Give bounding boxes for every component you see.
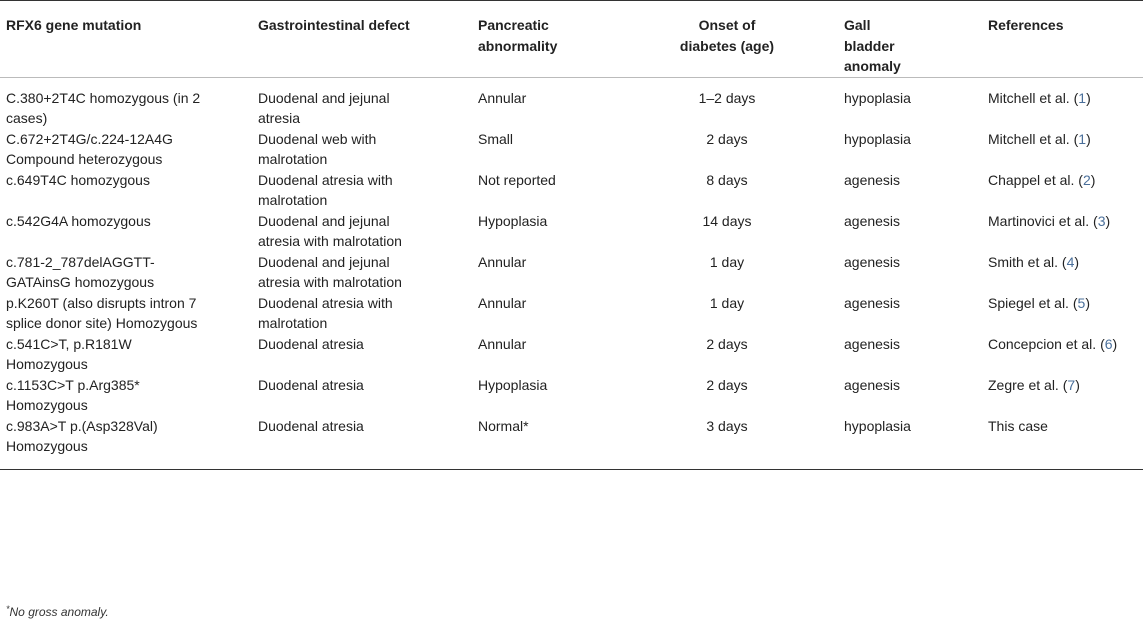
cell-pancreatic: Annular	[478, 294, 527, 311]
footnote-text: No gross anomaly.	[9, 605, 109, 619]
reference-link[interactable]: 7	[1067, 376, 1076, 393]
table-row	[0, 129, 1143, 170]
cell-gallbladder: hypoplasia	[844, 417, 911, 434]
cell-gi-defect: Duodenal atresia with malrotation	[258, 294, 393, 331]
cell-pancreatic: Not reported	[478, 171, 556, 188]
table-row	[0, 77, 1143, 129]
cell-mutation: C.672+2T4G/c.224-12A4G Compound heterozygous	[6, 130, 173, 167]
cell-pancreatic: Hypoplasia	[478, 376, 548, 393]
table-row	[0, 375, 1143, 416]
reference-link[interactable]: 5	[1077, 294, 1086, 311]
cell-pancreatic: Normal*	[478, 417, 529, 434]
header-gi-defect: Gastrointestinal defect	[258, 17, 410, 33]
cell-mutation: c.649T4C homozygous	[6, 171, 150, 188]
cell-mutation: c.1153C>T p.Arg385* Homozygous	[6, 376, 140, 413]
cell-mutation: c.781-2_787delAGGTT-GATAinsG homozygous	[6, 253, 155, 290]
footnote-marker: *	[6, 604, 10, 614]
cell-gallbladder: agenesis	[844, 335, 901, 352]
cell-onset: 3 days	[706, 417, 748, 434]
table-row	[0, 293, 1143, 334]
cell-onset: 1 day	[709, 253, 745, 270]
cell-gi-defect: Duodenal web with malrotation	[258, 130, 377, 167]
reference-link[interactable]: 4	[1066, 253, 1075, 270]
cell-mutation: C.380+2T4C homozygous (in 2 cases)	[6, 89, 201, 126]
cell-onset: 2 days	[706, 130, 748, 147]
cell-mutation: p.K260T (also disrupts intron 7 splice donor site) Homozygous	[6, 294, 198, 331]
cell-onset: 1 day	[709, 294, 745, 311]
cell-gallbladder: agenesis	[844, 171, 901, 188]
table-row	[0, 252, 1143, 293]
cell-gi-defect: Duodenal and jejunal atresia with malrotation	[258, 253, 402, 290]
cell-reference: Zegre et al. (7)	[988, 376, 1080, 393]
cell-gi-defect: Duodenal and jejunal atresia with malrotation	[258, 212, 402, 249]
cell-pancreatic: Annular	[478, 89, 527, 106]
header-pancreatic: Pancreatic abnormality	[478, 17, 558, 54]
cell-gi-defect: Duodenal atresia	[258, 417, 364, 434]
table-footnote	[6, 604, 109, 620]
reference-link[interactable]: 1	[1078, 130, 1087, 147]
cell-mutation: c.983A>T p.(Asp328Val) Homozygous	[6, 417, 158, 454]
cell-mutation: c.541C>T, p.R181W Homozygous	[6, 335, 132, 372]
reference-text: Martinovici et al.	[988, 212, 1090, 229]
cell-gallbladder: agenesis	[844, 294, 901, 311]
table-row	[0, 211, 1143, 252]
reference-text: Chappel et al.	[988, 171, 1075, 188]
cell-pancreatic: Hypoplasia	[478, 212, 548, 229]
table-body	[0, 77, 1143, 469]
cell-onset: 8 days	[706, 171, 748, 188]
reference-link[interactable]: 2	[1082, 171, 1091, 188]
cell-onset: 2 days	[706, 376, 748, 393]
table-row	[0, 416, 1143, 470]
cell-onset: 14 days	[702, 212, 752, 229]
cell-pancreatic: Annular	[478, 253, 527, 270]
reference-link[interactable]: 1	[1078, 89, 1087, 106]
cell-reference	[982, 416, 1143, 470]
header-mutation: RFX6 gene mutation	[6, 17, 142, 33]
cell-pancreatic: Annular	[478, 335, 527, 352]
header-references: References	[988, 17, 1064, 33]
cell-mutation: c.542G4A homozygous	[6, 212, 151, 229]
cell-gallbladder: hypoplasia	[844, 89, 911, 106]
cell-reference: Concepcion et al. (6)	[988, 335, 1118, 352]
cell-gi-defect: Duodenal atresia	[258, 376, 364, 393]
reference-text: Spiegel et al.	[988, 294, 1069, 311]
cell-reference: Smith et al. (4)	[988, 253, 1080, 270]
reference-text: This case	[988, 417, 1048, 434]
cell-gi-defect: Duodenal and jejunal atresia	[258, 89, 390, 126]
cell-gallbladder: agenesis	[844, 253, 901, 270]
reference-text: Mitchell et al.	[988, 89, 1070, 106]
reference-text: Smith et al.	[988, 253, 1059, 270]
header-onset: Onset of diabetes (age)	[679, 17, 775, 54]
cell-gi-defect: Duodenal atresia with malrotation	[258, 171, 393, 208]
cell-onset: 2 days	[706, 335, 748, 352]
reference-text: Zegre et al.	[988, 376, 1059, 393]
reference-link[interactable]: 3	[1097, 212, 1106, 229]
cell-onset: 1–2 days	[698, 89, 756, 106]
cell-reference: Mitchell et al. (1)	[988, 130, 1091, 147]
cell-reference: Mitchell et al. (1)	[988, 89, 1091, 106]
table-header-row	[0, 1, 1143, 78]
reference-text: Mitchell et al.	[988, 130, 1070, 147]
cell-gi-defect: Duodenal atresia	[258, 335, 364, 352]
cell-reference: Spiegel et al. (5)	[988, 294, 1090, 311]
reference-link[interactable]: 6	[1104, 335, 1113, 352]
cell-gallbladder: hypoplasia	[844, 130, 911, 147]
cell-pancreatic: Small	[478, 130, 514, 147]
reference-text: Concepcion et al.	[988, 335, 1097, 352]
header-gallbladder: Gall bladder anomaly	[844, 17, 901, 74]
cell-reference: Martinovici et al. (3)	[988, 212, 1111, 229]
cell-gallbladder: agenesis	[844, 376, 901, 393]
table-row	[0, 170, 1143, 211]
table-row	[0, 334, 1143, 375]
cell-reference: Chappel et al. (2)	[988, 171, 1096, 188]
cell-gallbladder: agenesis	[844, 212, 901, 229]
